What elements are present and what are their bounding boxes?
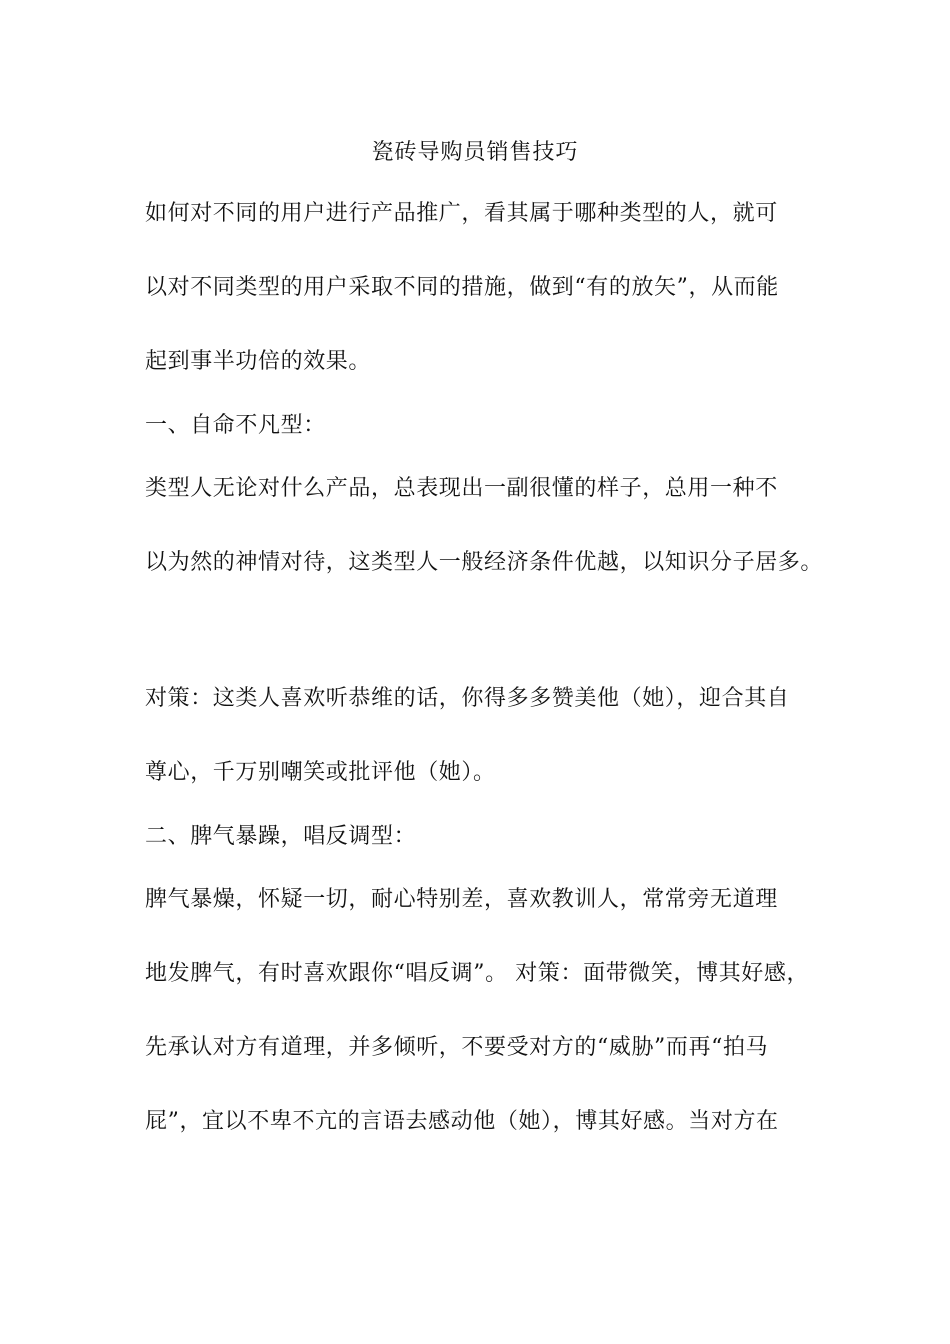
strategy-1-line-2: 尊心，千万别嘲笑或批评他（她）。	[145, 760, 496, 785]
section-1-line-1: 类型人无论对什么产品，总表现出一副很懂的样子，总用一种不	[145, 476, 778, 501]
section-2-line-4: 屁”，宜以不卑不亢的言语去感动他（她），博其好感。当对方在	[145, 1109, 779, 1134]
paragraph-intro-line-3: 起到事半功倍的效果。	[145, 349, 372, 374]
section-2-line-2: 地发脾气，有时喜欢跟你“唱反调”。 对策：面带微笑，博其好感，	[145, 961, 810, 986]
section-1-line-2: 以为然的神情对待，这类型人一般经济条件优越，以知识分子居多。	[145, 550, 824, 575]
section-heading-2: 二、脾气暴躁，唱反调型：	[145, 824, 417, 849]
paragraph-intro-line-1: 如何对不同的用户进行产品推广，看其属于哪种类型的人，就可	[145, 201, 778, 226]
section-heading-1: 一、自命不凡型：	[145, 413, 326, 438]
document-title: 瓷砖导购员销售技巧	[371, 140, 579, 165]
paragraph-intro-line-2: 以对不同类型的用户采取不同的措施，做到“有的放矢”，从而能	[145, 275, 779, 300]
section-2-line-3: 先承认对方有道理，并多倾听，不要受对方的“威胁”而再“拍马	[145, 1035, 769, 1060]
section-2-line-1: 脾气暴燥，怀疑一切，耐心特别差，喜欢教训人，常常旁无道理	[145, 887, 778, 912]
strategy-1-line-1: 对策：这类人喜欢听恭维的话，你得多多赞美他（她），迎合其自	[145, 686, 790, 711]
